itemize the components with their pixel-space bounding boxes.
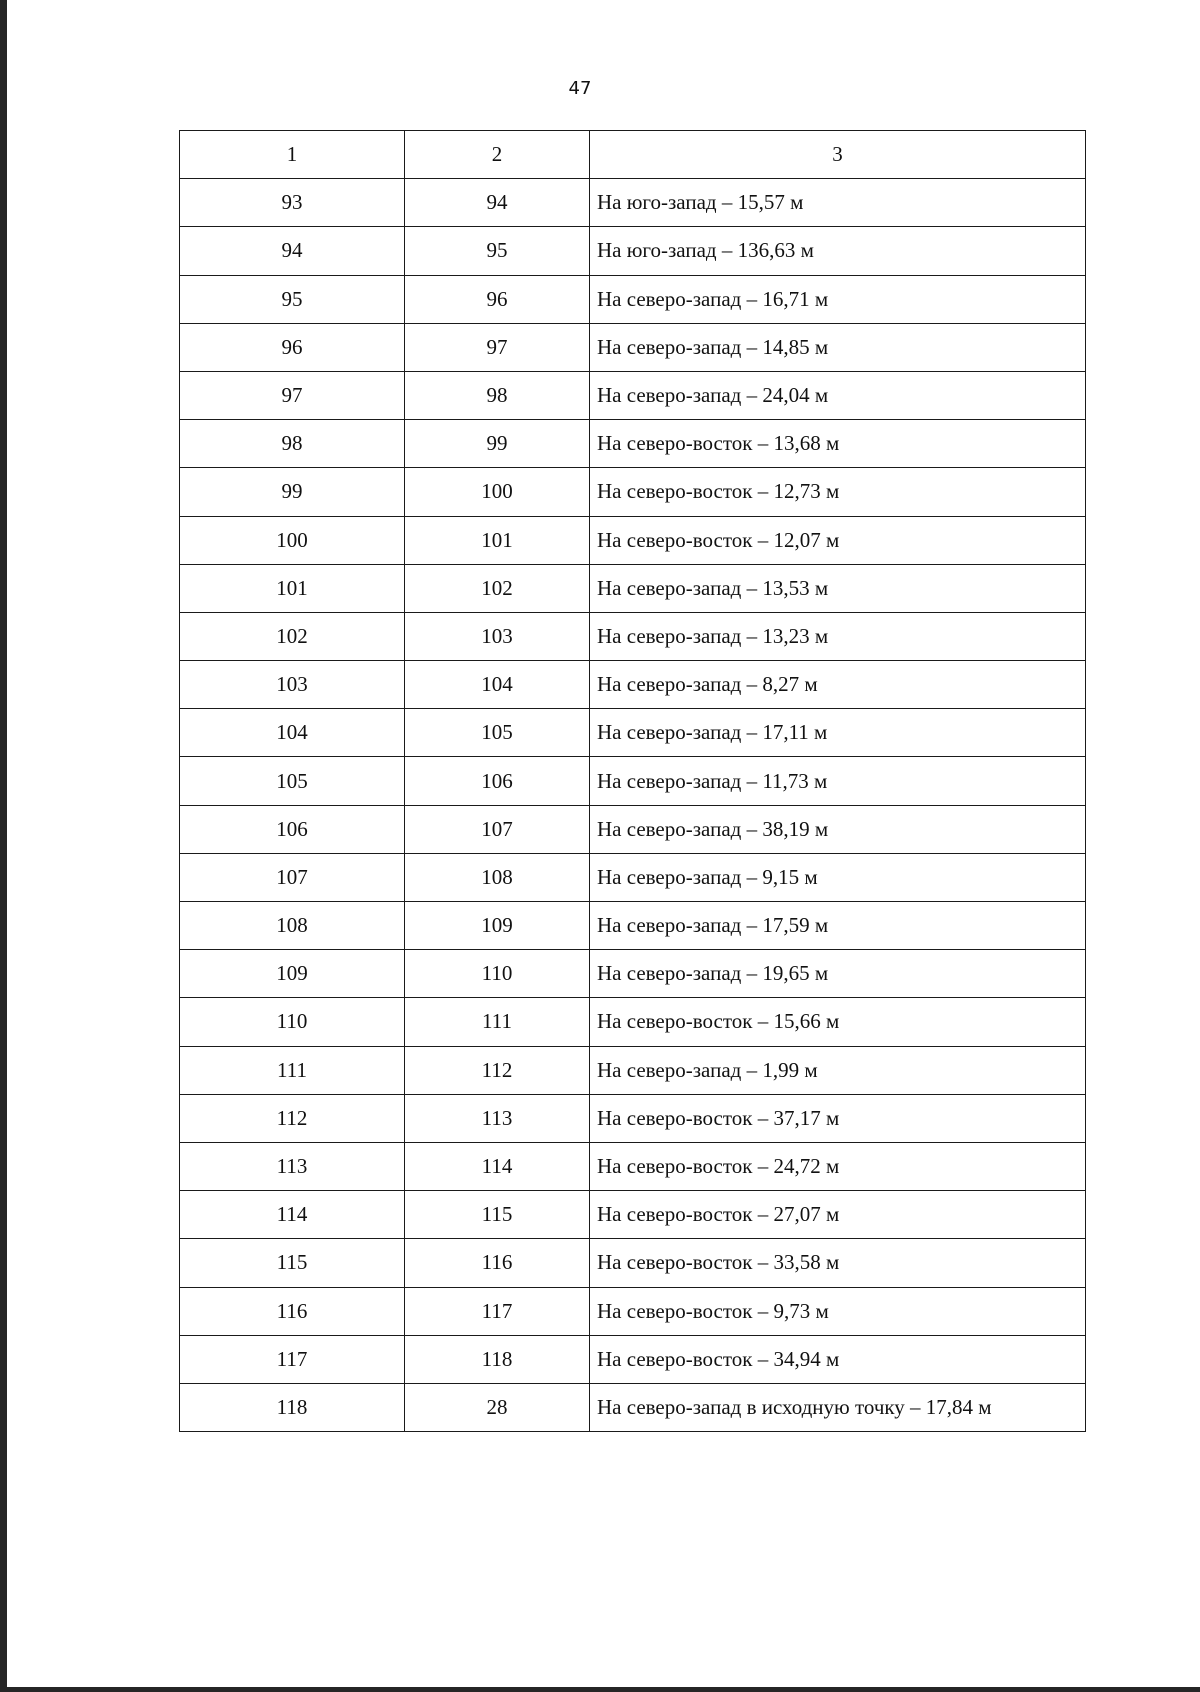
direction-distance-cell: На северо-запад – 24,04 м [590,371,1086,419]
table-row [180,1287,1086,1335]
point-to-cell: 110 [405,950,590,998]
point-from-cell: 114 [180,1191,405,1239]
point-to-cell: 28 [405,1383,590,1431]
table-row [180,1094,1086,1142]
point-from-cell: 96 [180,323,405,371]
point-from-cell: 118 [180,1383,405,1431]
point-from-cell: 99 [180,468,405,516]
point-to-cell: 108 [405,853,590,901]
point-from-cell: 104 [180,709,405,757]
table-row [180,468,1086,516]
direction-distance-cell: На северо-восток – 13,68 м [590,420,1086,468]
point-to-cell: 116 [405,1239,590,1287]
direction-distance-cell: На северо-восток – 9,73 м [590,1287,1086,1335]
direction-distance-cell: На северо-запад – 14,85 м [590,323,1086,371]
table-row [180,902,1086,950]
table-row [180,950,1086,998]
direction-distance-cell: На северо-восток – 34,94 м [590,1335,1086,1383]
table-row [180,853,1086,901]
table-row [180,998,1086,1046]
point-from-cell: 94 [180,227,405,275]
table-row [180,612,1086,660]
table-row [180,1383,1086,1431]
table-row [180,516,1086,564]
direction-distance-cell: На юго-запад – 136,63 м [590,227,1086,275]
point-from-cell: 95 [180,275,405,323]
point-to-cell: 99 [405,420,590,468]
boundary-table [179,130,1086,1432]
point-from-cell: 108 [180,902,405,950]
point-to-cell: 111 [405,998,590,1046]
direction-distance-cell: На северо-восток – 15,66 м [590,998,1086,1046]
direction-distance-cell: На северо-восток – 37,17 м [590,1094,1086,1142]
point-to-cell: 101 [405,516,590,564]
direction-distance-cell: На северо-запад – 9,15 м [590,853,1086,901]
column-header-3: 3 [590,131,1086,179]
direction-distance-cell: На северо-запад – 17,59 м [590,902,1086,950]
point-to-cell: 109 [405,902,590,950]
direction-distance-cell: На северо-восток – 24,72 м [590,1142,1086,1190]
direction-distance-cell: На северо-запад – 38,19 м [590,805,1086,853]
table-row [180,661,1086,709]
direction-distance-cell: На северо-запад в исходную точку – 17,84 м [590,1383,1086,1431]
point-to-cell: 98 [405,371,590,419]
point-to-cell: 95 [405,227,590,275]
table-body [180,179,1086,1432]
point-to-cell: 103 [405,612,590,660]
point-to-cell: 113 [405,1094,590,1142]
direction-distance-cell: На северо-восток – 33,58 м [590,1239,1086,1287]
point-from-cell: 93 [180,179,405,227]
point-from-cell: 100 [180,516,405,564]
table-row [180,227,1086,275]
point-to-cell: 107 [405,805,590,853]
table-row [180,1191,1086,1239]
table-row [180,420,1086,468]
point-to-cell: 114 [405,1142,590,1190]
point-to-cell: 100 [405,468,590,516]
page-number: 47 [568,78,592,99]
point-to-cell: 94 [405,179,590,227]
point-to-cell: 104 [405,661,590,709]
direction-distance-cell: На северо-запад – 8,27 м [590,661,1086,709]
point-from-cell: 103 [180,661,405,709]
point-from-cell: 101 [180,564,405,612]
table-row [180,179,1086,227]
point-from-cell: 112 [180,1094,405,1142]
point-from-cell: 105 [180,757,405,805]
table-row [180,805,1086,853]
point-to-cell: 102 [405,564,590,612]
point-from-cell: 111 [180,1046,405,1094]
direction-distance-cell: На северо-запад – 13,23 м [590,612,1086,660]
table-row [180,757,1086,805]
table-row [180,1335,1086,1383]
direction-distance-cell: На северо-восток – 12,07 м [590,516,1086,564]
point-from-cell: 109 [180,950,405,998]
point-from-cell: 98 [180,420,405,468]
point-from-cell: 106 [180,805,405,853]
direction-distance-cell: На северо-запад – 1,99 м [590,1046,1086,1094]
table-row [180,323,1086,371]
direction-distance-cell: На северо-восток – 12,73 м [590,468,1086,516]
scan-edge-bottom [0,1687,1200,1692]
direction-distance-cell: На юго-запад – 15,57 м [590,179,1086,227]
point-to-cell: 118 [405,1335,590,1383]
column-header-1: 1 [180,131,405,179]
point-to-cell: 115 [405,1191,590,1239]
table-row [180,1142,1086,1190]
point-to-cell: 105 [405,709,590,757]
point-from-cell: 116 [180,1287,405,1335]
point-from-cell: 113 [180,1142,405,1190]
direction-distance-cell: На северо-запад – 11,73 м [590,757,1086,805]
direction-distance-cell: На северо-восток – 27,07 м [590,1191,1086,1239]
point-from-cell: 115 [180,1239,405,1287]
direction-distance-cell: На северо-запад – 19,65 м [590,950,1086,998]
direction-distance-cell: На северо-запад – 17,11 м [590,709,1086,757]
point-to-cell: 112 [405,1046,590,1094]
point-from-cell: 117 [180,1335,405,1383]
point-to-cell: 106 [405,757,590,805]
table-row [180,564,1086,612]
point-from-cell: 110 [180,998,405,1046]
table-row [180,709,1086,757]
table-header-row [180,131,1086,179]
scan-edge-left [0,0,7,1692]
point-from-cell: 107 [180,853,405,901]
point-to-cell: 97 [405,323,590,371]
point-to-cell: 96 [405,275,590,323]
point-to-cell: 117 [405,1287,590,1335]
direction-distance-cell: На северо-запад – 13,53 м [590,564,1086,612]
table-row [180,1046,1086,1094]
direction-distance-cell: На северо-запад – 16,71 м [590,275,1086,323]
table-row [180,371,1086,419]
column-header-2: 2 [405,131,590,179]
point-from-cell: 102 [180,612,405,660]
table-row [180,275,1086,323]
point-from-cell: 97 [180,371,405,419]
table-row [180,1239,1086,1287]
